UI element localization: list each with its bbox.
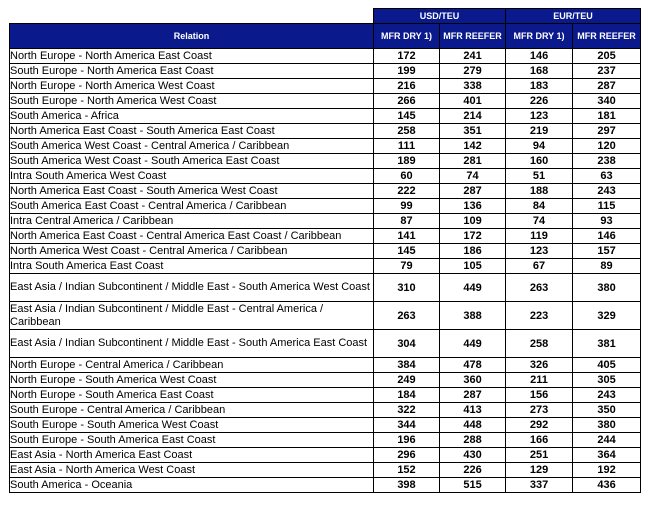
usd-dry-cell: 322	[374, 403, 440, 418]
usd-dry-cell: 216	[374, 79, 440, 94]
usd-reefer-cell: 281	[440, 154, 506, 169]
table-row	[10, 463, 641, 478]
eur-dry-cell: 67	[506, 259, 573, 274]
relation-cell: South America - Africa	[10, 109, 374, 124]
usd-dry-cell: 99	[374, 199, 440, 214]
header-eur-dry: MFR DRY 1)	[506, 24, 573, 49]
eur-dry-cell: 183	[506, 79, 573, 94]
usd-reefer-cell: 241	[440, 49, 506, 64]
usd-dry-cell: 258	[374, 124, 440, 139]
usd-reefer-cell: 74	[440, 169, 506, 184]
header-eur-group: EUR/TEU	[506, 9, 641, 24]
usd-dry-cell: 87	[374, 214, 440, 229]
table-row	[10, 64, 641, 79]
eur-reefer-cell: 115	[573, 199, 641, 214]
eur-reefer-cell: 205	[573, 49, 641, 64]
table-row	[10, 433, 641, 448]
eur-dry-cell: 223	[506, 302, 573, 330]
relation-cell: North Europe - South America East Coast	[10, 388, 374, 403]
table-row	[10, 373, 641, 388]
eur-reefer-cell: 380	[573, 418, 641, 433]
eur-reefer-cell: 243	[573, 388, 641, 403]
eur-reefer-cell: 436	[573, 478, 641, 493]
usd-reefer-cell: 338	[440, 79, 506, 94]
usd-dry-cell: 196	[374, 433, 440, 448]
usd-dry-cell: 266	[374, 94, 440, 109]
relation-cell: South America West Coast - South America East Coast	[10, 154, 374, 169]
eur-dry-cell: 129	[506, 463, 573, 478]
usd-reefer-cell: 360	[440, 373, 506, 388]
header-group-row	[10, 9, 641, 24]
usd-reefer-cell: 279	[440, 64, 506, 79]
usd-dry-cell: 145	[374, 109, 440, 124]
table-row	[10, 302, 641, 330]
table-row	[10, 388, 641, 403]
usd-reefer-cell: 448	[440, 418, 506, 433]
usd-dry-cell: 344	[374, 418, 440, 433]
eur-dry-cell: 273	[506, 403, 573, 418]
table-row	[10, 330, 641, 358]
eur-dry-cell: 51	[506, 169, 573, 184]
eur-dry-cell: 263	[506, 274, 573, 302]
usd-dry-cell: 199	[374, 64, 440, 79]
table-row	[10, 199, 641, 214]
table-row	[10, 154, 641, 169]
usd-reefer-cell: 288	[440, 433, 506, 448]
table-row	[10, 184, 641, 199]
header-column-row	[10, 24, 641, 49]
eur-reefer-cell: 329	[573, 302, 641, 330]
relation-cell: East Asia / Indian Subcontinent / Middle East - South America East Coast	[10, 330, 374, 358]
usd-reefer-cell: 478	[440, 358, 506, 373]
eur-reefer-cell: 340	[573, 94, 641, 109]
table-row	[10, 139, 641, 154]
relation-cell: Intra South America East Coast	[10, 259, 374, 274]
eur-reefer-cell: 157	[573, 244, 641, 259]
usd-dry-cell: 310	[374, 274, 440, 302]
relation-cell: South America - Oceania	[10, 478, 374, 493]
header-relation: Relation	[10, 24, 374, 49]
relation-cell: Intra Central America / Caribbean	[10, 214, 374, 229]
usd-dry-cell: 384	[374, 358, 440, 373]
eur-reefer-cell: 238	[573, 154, 641, 169]
relation-cell: North Europe - Central America / Caribbean	[10, 358, 374, 373]
eur-dry-cell: 146	[506, 49, 573, 64]
relation-cell: East Asia - North America West Coast	[10, 463, 374, 478]
usd-dry-cell: 79	[374, 259, 440, 274]
table-row	[10, 244, 641, 259]
eur-reefer-cell: 350	[573, 403, 641, 418]
usd-dry-cell: 152	[374, 463, 440, 478]
eur-dry-cell: 226	[506, 94, 573, 109]
usd-reefer-cell: 351	[440, 124, 506, 139]
eur-reefer-cell: 287	[573, 79, 641, 94]
rates-table	[9, 8, 641, 493]
usd-reefer-cell: 214	[440, 109, 506, 124]
header-usd-group: USD/TEU	[374, 9, 506, 24]
usd-dry-cell: 263	[374, 302, 440, 330]
eur-dry-cell: 258	[506, 330, 573, 358]
header-blank-cell	[10, 9, 374, 24]
relation-cell: North America East Coast - South America East Coast	[10, 124, 374, 139]
table-row	[10, 229, 641, 244]
relation-cell: South Europe - South America East Coast	[10, 433, 374, 448]
usd-dry-cell: 141	[374, 229, 440, 244]
usd-reefer-cell: 413	[440, 403, 506, 418]
eur-dry-cell: 123	[506, 244, 573, 259]
eur-reefer-cell: 89	[573, 259, 641, 274]
table-row	[10, 418, 641, 433]
relation-cell: Intra South America West Coast	[10, 169, 374, 184]
eur-dry-cell: 160	[506, 154, 573, 169]
usd-dry-cell: 222	[374, 184, 440, 199]
eur-reefer-cell: 381	[573, 330, 641, 358]
eur-reefer-cell: 93	[573, 214, 641, 229]
eur-reefer-cell: 63	[573, 169, 641, 184]
relation-cell: South Europe - South America West Coast	[10, 418, 374, 433]
table-row	[10, 274, 641, 302]
eur-reefer-cell: 146	[573, 229, 641, 244]
usd-reefer-cell: 136	[440, 199, 506, 214]
usd-reefer-cell: 401	[440, 94, 506, 109]
eur-dry-cell: 337	[506, 478, 573, 493]
usd-dry-cell: 184	[374, 388, 440, 403]
table-row	[10, 79, 641, 94]
eur-reefer-cell: 120	[573, 139, 641, 154]
table-row	[10, 358, 641, 373]
table-row	[10, 109, 641, 124]
usd-reefer-cell: 287	[440, 388, 506, 403]
eur-reefer-cell: 405	[573, 358, 641, 373]
usd-reefer-cell: 388	[440, 302, 506, 330]
eur-dry-cell: 74	[506, 214, 573, 229]
table-row	[10, 169, 641, 184]
table-row	[10, 478, 641, 493]
usd-dry-cell: 249	[374, 373, 440, 388]
table-row	[10, 448, 641, 463]
usd-dry-cell: 172	[374, 49, 440, 64]
eur-reefer-cell: 380	[573, 274, 641, 302]
relation-cell: South Europe - North America West Coast	[10, 94, 374, 109]
table-row	[10, 214, 641, 229]
usd-reefer-cell: 186	[440, 244, 506, 259]
relation-cell: East Asia / Indian Subcontinent / Middle East - Central America / Caribbean	[10, 302, 374, 330]
eur-dry-cell: 219	[506, 124, 573, 139]
relation-cell: North America East Coast - South America West Coast	[10, 184, 374, 199]
usd-reefer-cell: 449	[440, 330, 506, 358]
eur-reefer-cell: 237	[573, 64, 641, 79]
usd-reefer-cell: 172	[440, 229, 506, 244]
eur-reefer-cell: 244	[573, 433, 641, 448]
header-eur-reefer: MFR REEFER	[573, 24, 641, 49]
usd-dry-cell: 398	[374, 478, 440, 493]
table-row	[10, 49, 641, 64]
usd-reefer-cell: 430	[440, 448, 506, 463]
eur-dry-cell: 292	[506, 418, 573, 433]
table-row	[10, 124, 641, 139]
eur-dry-cell: 84	[506, 199, 573, 214]
eur-reefer-cell: 305	[573, 373, 641, 388]
eur-reefer-cell: 297	[573, 124, 641, 139]
usd-reefer-cell: 449	[440, 274, 506, 302]
usd-dry-cell: 296	[374, 448, 440, 463]
relation-cell: South America West Coast - Central America / Caribbean	[10, 139, 374, 154]
eur-dry-cell: 156	[506, 388, 573, 403]
usd-reefer-cell: 287	[440, 184, 506, 199]
usd-reefer-cell: 109	[440, 214, 506, 229]
usd-dry-cell: 189	[374, 154, 440, 169]
eur-dry-cell: 123	[506, 109, 573, 124]
relation-cell: North America West Coast - Central America / Caribbean	[10, 244, 374, 259]
usd-dry-cell: 304	[374, 330, 440, 358]
table-body	[10, 49, 641, 493]
usd-reefer-cell: 226	[440, 463, 506, 478]
table-row	[10, 94, 641, 109]
relation-cell: North America East Coast - Central America East Coast / Caribbean	[10, 229, 374, 244]
eur-dry-cell: 211	[506, 373, 573, 388]
usd-dry-cell: 111	[374, 139, 440, 154]
header-usd-reefer: MFR REEFER	[440, 24, 506, 49]
table-row	[10, 403, 641, 418]
usd-reefer-cell: 515	[440, 478, 506, 493]
eur-reefer-cell: 243	[573, 184, 641, 199]
relation-cell: North Europe - North America East Coast	[10, 49, 374, 64]
eur-dry-cell: 166	[506, 433, 573, 448]
eur-dry-cell: 94	[506, 139, 573, 154]
relation-cell: South Europe - Central America / Caribbean	[10, 403, 374, 418]
eur-reefer-cell: 364	[573, 448, 641, 463]
usd-dry-cell: 145	[374, 244, 440, 259]
relation-cell: South Europe - North America East Coast	[10, 64, 374, 79]
eur-reefer-cell: 181	[573, 109, 641, 124]
eur-dry-cell: 119	[506, 229, 573, 244]
relation-cell: North Europe - South America West Coast	[10, 373, 374, 388]
table-row	[10, 259, 641, 274]
relation-cell: East Asia / Indian Subcontinent / Middle East - South America West Coast	[10, 274, 374, 302]
relation-cell: North Europe - North America West Coast	[10, 79, 374, 94]
usd-reefer-cell: 105	[440, 259, 506, 274]
eur-dry-cell: 326	[506, 358, 573, 373]
relation-cell: South America East Coast - Central America / Caribbean	[10, 199, 374, 214]
usd-dry-cell: 60	[374, 169, 440, 184]
eur-dry-cell: 251	[506, 448, 573, 463]
eur-reefer-cell: 192	[573, 463, 641, 478]
usd-reefer-cell: 142	[440, 139, 506, 154]
eur-dry-cell: 168	[506, 64, 573, 79]
relation-cell: East Asia - North America East Coast	[10, 448, 374, 463]
header-usd-dry: MFR DRY 1)	[374, 24, 440, 49]
eur-dry-cell: 188	[506, 184, 573, 199]
